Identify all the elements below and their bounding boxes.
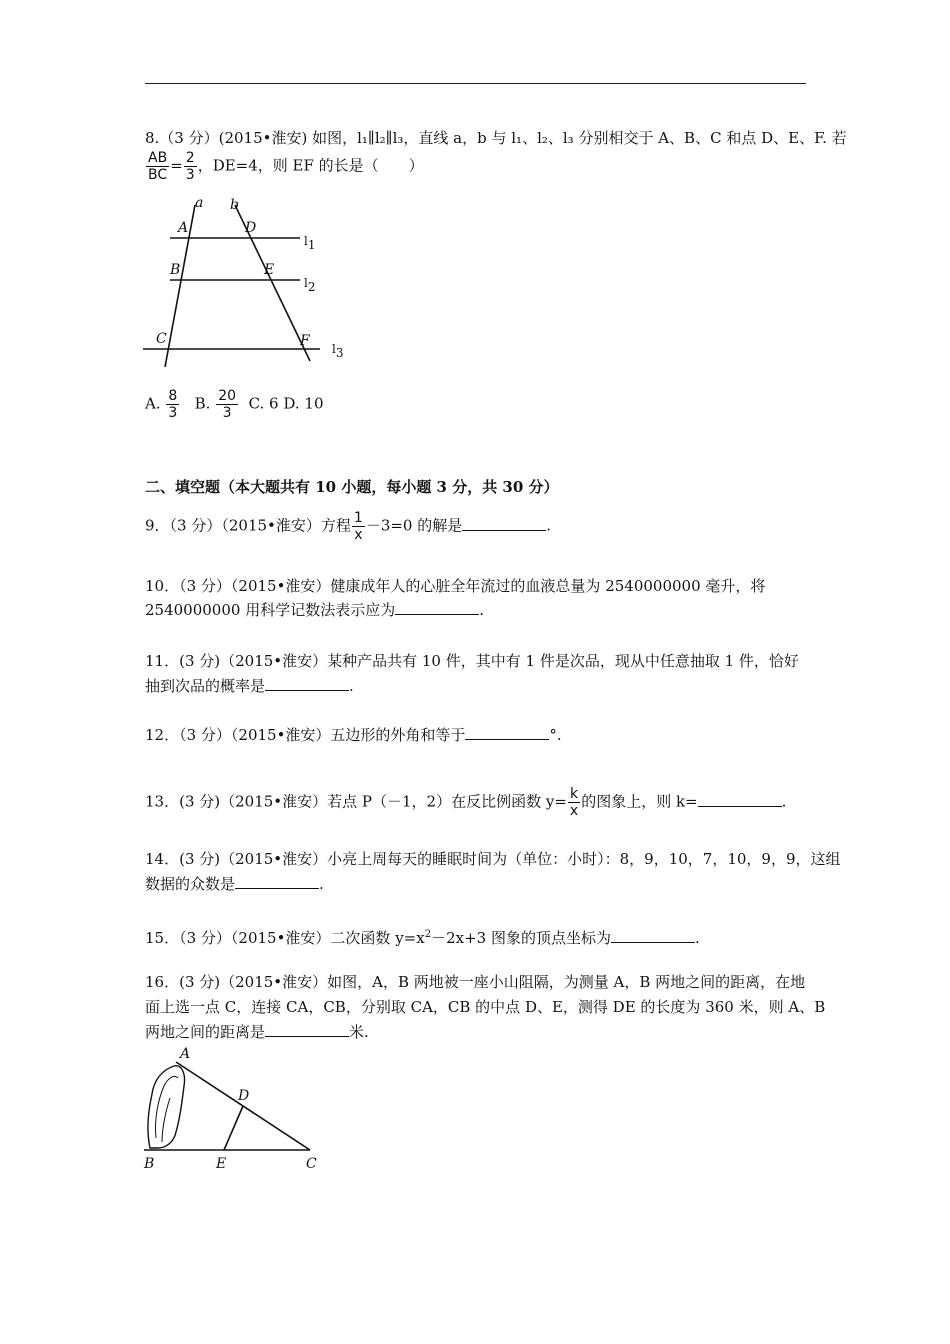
q13-fraction: $\frac{k}{x}$ [569, 786, 579, 819]
q15-answer-blank [611, 928, 695, 943]
q9: 9．（3 分）（2015•淮安）方程 $\frac{1}{x}$ －3=0 的解是 . [145, 510, 552, 543]
label-B: B [144, 1156, 155, 1172]
q8-option-cd: C. 6 D. 10 [248, 394, 324, 413]
q16-answer-blank [265, 1022, 349, 1037]
q14-line1: 14．(3 分)（2015•淮安）小亮上周每天的睡眠时间为（单位：小时）：8，9，10，7，10，9，9，这组 [145, 850, 841, 868]
q12-answer-blank [465, 725, 549, 740]
q8-value-num: 2 [185, 150, 195, 166]
label-A: A [180, 1046, 191, 1062]
q15-exponent: 2 [424, 929, 432, 940]
label-l3: l3 [332, 342, 344, 360]
q8-line2-tail: ，DE=4，则 EF 的长是（ ） [197, 156, 424, 175]
q8-line2 [145, 150, 424, 183]
label-E: E [264, 262, 275, 278]
label-E: E [216, 1156, 227, 1172]
q8-value-den: 3 [185, 167, 195, 183]
q16-line3: 两地之间的距离是 米. [145, 1023, 369, 1041]
label-F: F [300, 333, 310, 349]
q16-figure [140, 1044, 330, 1174]
label-b: b [230, 197, 239, 213]
label-a: a [195, 195, 204, 211]
label-l1: l1 [304, 234, 316, 252]
q15: 15．（3 分）（2015•淮安）二次函数 $y=x^2-2x+3$ 图象的顶点坐标为 . [145, 929, 700, 947]
q8-option-a-fraction: $\frac{8}{3}$ [168, 388, 178, 421]
hill-inner-line-2 [162, 1098, 170, 1142]
q8-option-b-fraction: $\frac{20}{3}$ [218, 388, 237, 421]
q8-line1: 8.（3 分）(2015•淮安) 如图，l₁∥l₂∥l₃，直线 a，b 与 l₁、l₂、l₃ 分别相交于 A、B、C 和点 D、E、F. 若 [145, 129, 847, 147]
q8-ratio-num: AB [148, 150, 168, 166]
q8-options [145, 388, 323, 421]
segment-DE [224, 1106, 243, 1150]
header-rule [145, 83, 806, 84]
q10-line2: 2540000000 用科学记数法表示应为 . [145, 601, 484, 619]
q9-fraction: $\frac{1}{x}$ [353, 510, 363, 543]
q11-line2: 抽到次品的概率是 . [145, 677, 354, 695]
q16-line1: 16．(3 分)（2015•淮安）如图，A，B 两地被一座小山阻隔，为测量 A，B 两地之间的距离，在地 [145, 973, 806, 991]
q11-line1: 11．(3 分)（2015•淮安）某种产品共有 10 件，其中有 1 件是次品，现从中任意抽取 1 件，恰好 [145, 652, 799, 670]
q8-ratio-den: BC [148, 167, 168, 183]
label-l2: l2 [304, 276, 316, 294]
label-A: A [178, 220, 189, 236]
q11-answer-blank [265, 676, 349, 691]
q8-option-b-label: B. [194, 394, 211, 413]
q8-option-a-label: A. [145, 394, 161, 413]
label-C: C [306, 1156, 317, 1172]
q12: 12．（3 分）（2015•淮安）五边形的外角和等于 °. [145, 726, 562, 744]
q14-answer-blank [235, 874, 319, 889]
q14-line2: 数据的众数是 . [145, 875, 324, 893]
q9-answer-blank [462, 516, 546, 531]
q13-answer-blank [698, 792, 782, 807]
q8-figure [140, 195, 350, 370]
label-C: C [156, 331, 167, 347]
q8-value-fraction [184, 150, 197, 183]
q16-line2: 面上选一点 C，连接 CA，CB，分别取 CA，CB 的中点 D、E，测得 DE 的长度为 360 米，则 A、B [145, 998, 826, 1016]
q8-ratio-fraction [146, 150, 169, 183]
q10-answer-blank [395, 600, 479, 615]
label-D: D [238, 1088, 250, 1104]
q8-eq: = [170, 156, 183, 175]
section-2-heading: 二、填空题（本大题共有 10 小题，每小题 3 分，共 30 分） [145, 478, 559, 496]
q10-line1: 10．（3 分）（2015•淮安）健康成年人的心脏全年流过的血液总量为 2540000000 毫升，将 [145, 577, 766, 595]
label-D: D [245, 220, 257, 236]
label-B: B [170, 262, 181, 278]
hill-outline [148, 1066, 185, 1148]
q13: 13．(3 分)（2015•淮安）若点 P（－1，2）在反比例函数 y= $\frac{k}{x}$ 的图象上，则 k= . [145, 786, 787, 819]
